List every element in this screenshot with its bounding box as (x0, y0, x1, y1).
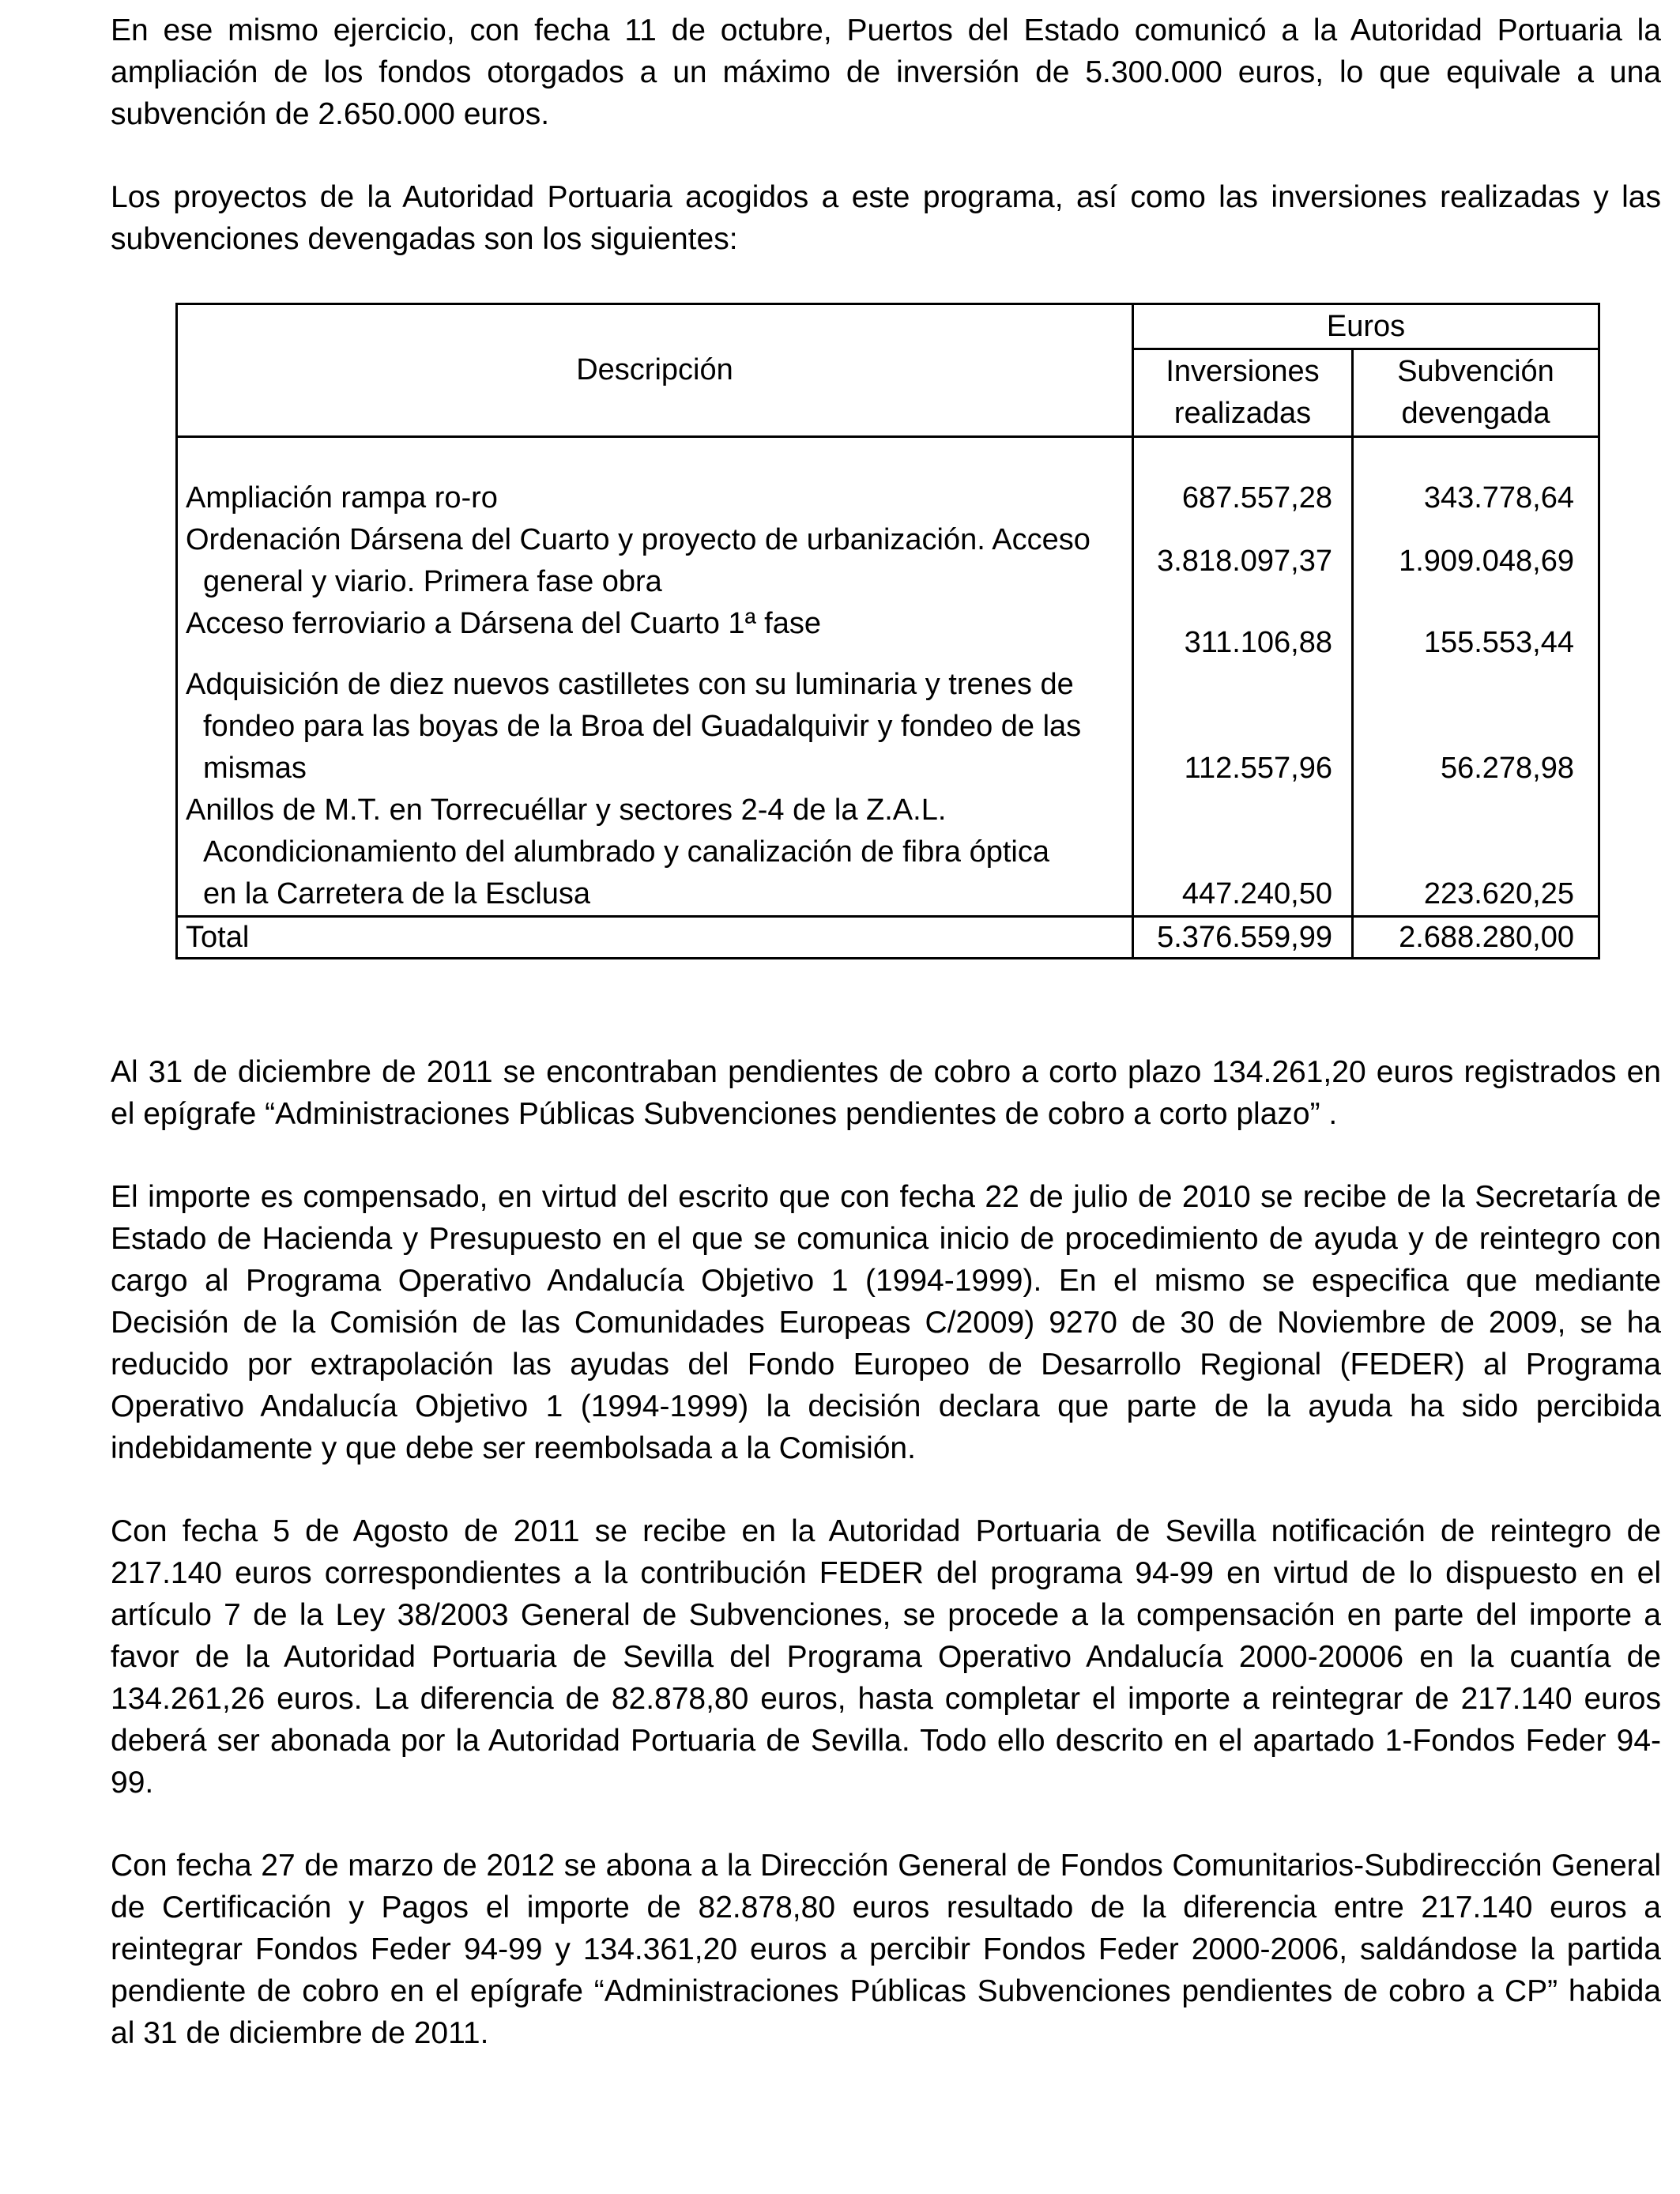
row-inversion: 3.818.097,37 (1133, 519, 1353, 603)
investment-table-wrapper (175, 303, 1598, 959)
row-description-line: general y viario. Primera fase obra (203, 565, 662, 598)
table-row (177, 790, 1599, 917)
row-description-line: Acondicionamiento del alumbrado y canalización de fibra óptica (203, 835, 1049, 869)
row-description-line: Anillos de M.T. en Torrecuéllar y sectores 2-4 de la Z.A.L. (186, 794, 947, 827)
table-total-row (177, 917, 1599, 959)
total-label: Total (177, 917, 1133, 959)
table-row (177, 519, 1599, 603)
row-subvencion: 56.278,98 (1353, 664, 1599, 790)
header-subvencion-line1: Subvención (1397, 355, 1554, 388)
paragraph-pending-collection: Al 31 de diciembre de 2011 se encontraban pendientes de cobro a corto plazo 134.261,20 euros registrados en el epígrafe “Administraciones Públicas Subvenciones pendientes de cobro a corto plazo” . (111, 1055, 1661, 1131)
paragraph-projects-intro: Los proyectos de la Autoridad Portuaria acogidos a este programa, así como las inversiones realizadas y las subvenciones devengadas son los siguientes: (111, 180, 1661, 256)
header-inversiones-line1: Inversiones (1166, 355, 1320, 388)
table-row (177, 664, 1599, 790)
header-subvencion (1353, 349, 1599, 437)
row-description-line: mismas (203, 752, 307, 785)
total-inversion: 5.376.559,99 (1133, 917, 1353, 959)
paragraph-payment: Con fecha 27 de marzo de 2012 se abona a la Dirección General de Fondos Comunitarios-Subdirección General de Certificación y Pagos el importe de 82.878,80 euros resultado de la diferencia entre 217.140 euros a reintegrar Fondos Feder 94-99 y 134.361,20 euros a percibir Fondos Feder 2000-2006, saldándose la partida pendiente de cobro en el epígrafe “Administraciones Públicas Subvenciones pendientes de cobro a CP” habida al 31 de diciembre de 2011. (111, 1849, 1661, 2050)
row-subvencion: 155.553,44 (1353, 603, 1599, 664)
row-description-line: en la Carretera de la Esclusa (203, 877, 591, 910)
paragraph-compensation: El importe es compensado, en virtud del escrito que con fecha 22 de julio de 2010 se recibe de la Secretaría de Estado de Hacienda y Presupuesto en el que se comunica inicio de procedimiento de ayuda y de reintegro con cargo al Programa Operativo Andalucía Objetivo 1 (1994-1999). En el mismo se especifica que mediante Decisión de la Comisión de las Comunidades Europeas C/2009) 9270 de 30 de Noviembre de 2009, se ha reducido por extrapolación las ayudas del Fondo Europeo de Desarrollo Regional (FEDER) al Programa Operativo Andalucía Objetivo 1 (1994-1999) la decisión declara que parte de la ayuda ha sido percibida indebidamente y que debe ser reembolsada a la Comisión. (111, 1180, 1661, 1465)
table-spacer-row (177, 437, 1599, 478)
table-header-row (177, 304, 1599, 349)
row-description (177, 477, 1133, 519)
total-subvencion: 2.688.280,00 (1353, 917, 1599, 959)
row-description (177, 603, 1133, 664)
row-inversion: 112.557,96 (1133, 664, 1353, 790)
row-inversion: 687.557,28 (1133, 477, 1353, 519)
header-subvencion-line2: devengada (1401, 397, 1550, 430)
row-description (177, 664, 1133, 790)
paragraph-fund-extension: En ese mismo ejercicio, con fecha 11 de octubre, Puertos del Estado comunicó a la Autoridad Portuaria la ampliación de los fondos otorgados a un máximo de inversión de 5.300.000 euros, lo que equivale a una subvención de 2.650.000 euros. (111, 13, 1661, 131)
row-subvencion: 343.778,64 (1353, 477, 1599, 519)
row-description (177, 519, 1133, 603)
row-description (177, 790, 1133, 917)
row-subvencion: 1.909.048,69 (1353, 519, 1599, 603)
table-row (177, 477, 1599, 519)
row-description-line: Ampliación rampa ro-ro (186, 481, 498, 515)
header-inversiones-line2: realizadas (1173, 397, 1312, 430)
row-inversion: 447.240,50 (1133, 790, 1353, 917)
row-description-line: Acceso ferroviario a Dársena del Cuarto 1ª fase (186, 607, 822, 640)
row-description-line: Adquisición de diez nuevos castilletes con su luminaria y trenes de (186, 668, 1074, 701)
table-row (177, 603, 1599, 664)
row-subvencion: 223.620,25 (1353, 790, 1599, 917)
row-inversion: 311.106,88 (1133, 603, 1353, 664)
paragraph-reintegro-notification: Con fecha 5 de Agosto de 2011 se recibe en la Autoridad Portuaria de Sevilla notificación de reintegro de 217.140 euros correspondientes a la contribución FEDER del programa 94-99 en virtud de lo dispuesto en el artículo 7 de la Ley 38/2003 General de Subvenciones, se procede a la compensación en parte del importe a favor de la Autoridad Portuaria de Sevilla del Programa Operativo Andalucía 2000-20006 en la cuantía de 134.261,26 euros. La diferencia de 82.878,80 euros, hasta completar el importe a reintegrar de 217.140 euros deberá ser abonada por la Autoridad Portuaria de Sevilla. Todo ello descrito en el apartado 1-Fondos Feder 94-99. (111, 1514, 1661, 1800)
header-inversiones (1133, 349, 1353, 437)
header-euros: Euros (1133, 304, 1599, 349)
header-description: Descripción (177, 304, 1133, 437)
row-description-line: fondeo para las boyas de la Broa del Guadalquivir y fondeo de las (203, 710, 1082, 743)
investment-table (175, 303, 1600, 959)
document-page (111, 9, 1661, 2054)
row-description-line: Ordenación Dársena del Cuarto y proyecto de urbanización. Acceso (186, 523, 1090, 556)
